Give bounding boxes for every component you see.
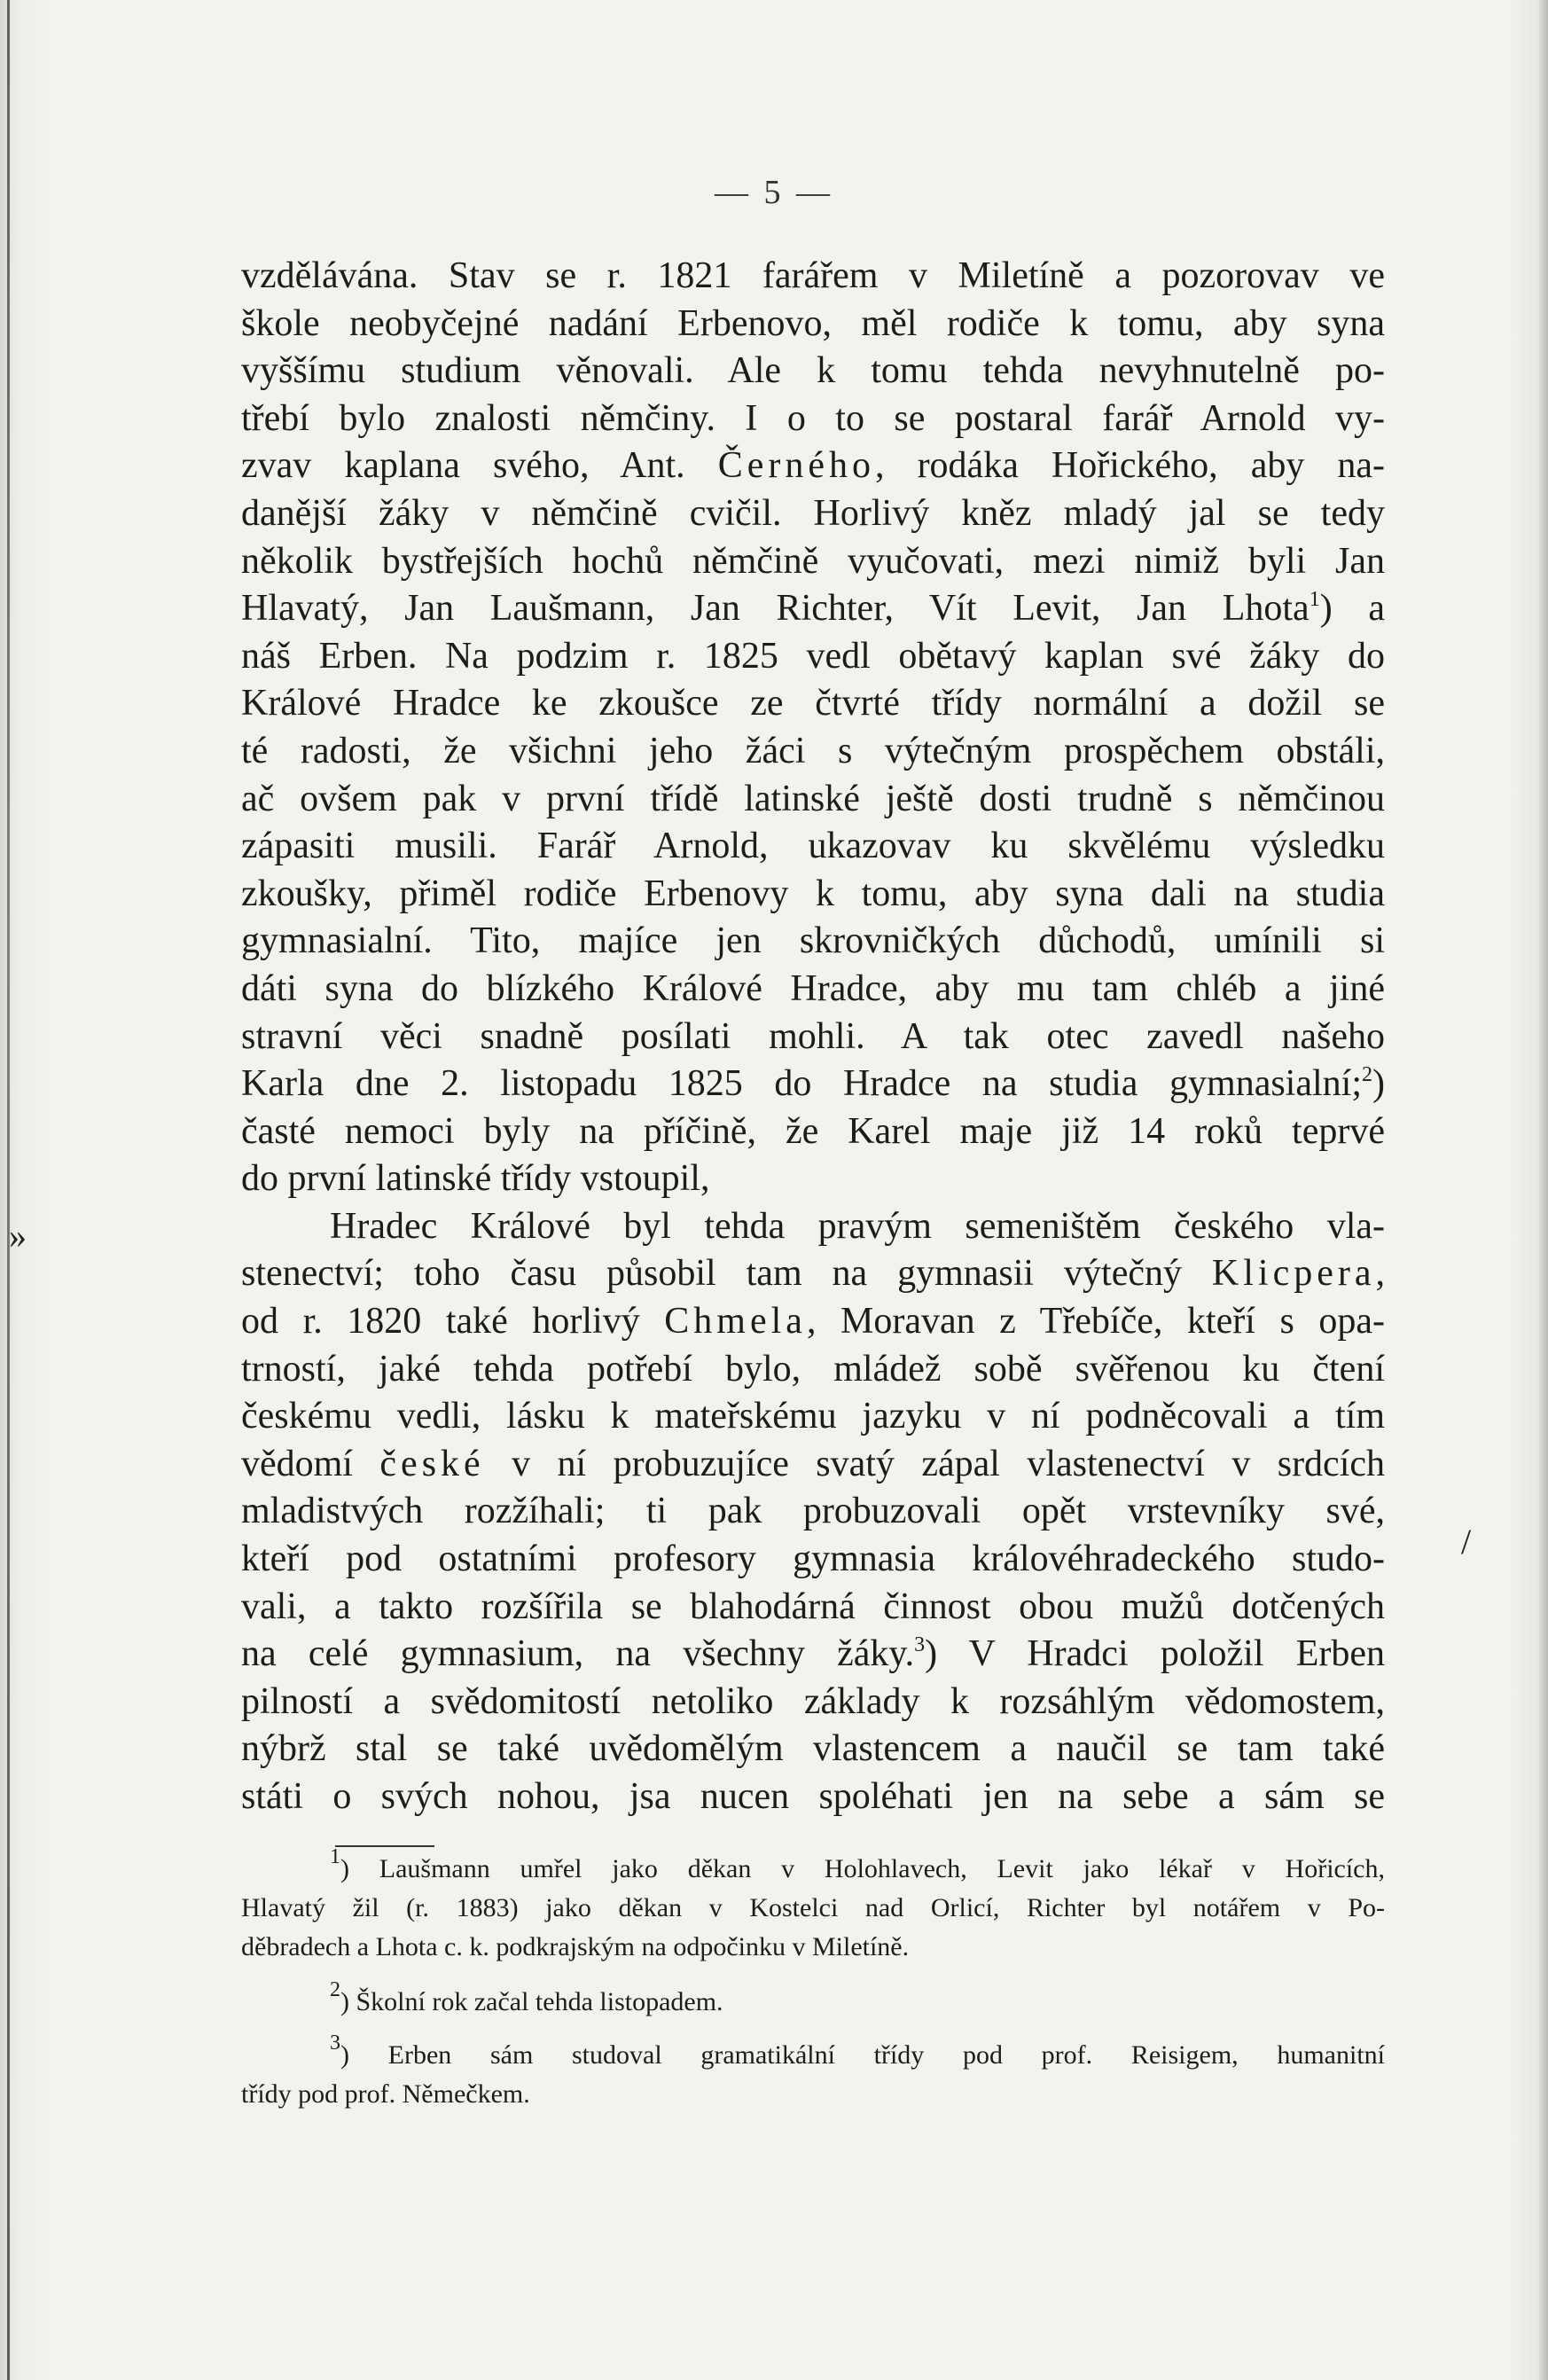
spaced-name: Chmela <box>664 1301 807 1343</box>
text-line: vyššímu studium věnovali. Ale k tomu tehda nevyhnutelně po- <box>241 350 1385 392</box>
text-line: zápasiti musili. Farář Arnold, ukazovav ku skvělému výsledku <box>241 826 1385 867</box>
spaced-word: české <box>379 1443 485 1484</box>
text-span: stenectví; toho času působil tam na gymnasii výtečný <box>241 1253 1182 1295</box>
text-span: zvav kaplana svého, Ant. <box>241 445 685 487</box>
text-line: pilností a svědomitostí netoliko základy k rozsáhlým vědomostem, <box>241 1680 1385 1722</box>
footnote-rule <box>335 1845 434 1847</box>
footnote-ref: 3 <box>914 1633 926 1657</box>
footnote-line <box>241 1845 1385 1889</box>
text-line: ač ovšem pak v první třídě latinské ještě dosti trudně s němčinou <box>241 778 1385 819</box>
text-line: nýbrž stal se také uvědomělým vlastencem a naučil se tam také <box>241 1728 1385 1770</box>
text-line: danější žáky v němčině cvičil. Horlivý kněz mladý jal se tedy <box>241 492 1385 534</box>
text-span: ) Laušmann umřel jako děkan v Holohlavech, Levit jako lékař v Hořicích, <box>340 1854 1385 1883</box>
text-line: zkoušky, přiměl rodiče Erbenovy k tomu, aby syna dali na studia <box>241 873 1385 914</box>
text-line: gymnasialní. Tito, majíce jen skrovničkých důchodů, umínili si <box>241 920 1385 962</box>
text-line: škole neobyčejné nadání Erbenovo, měl rodiče k tomu, aby syna <box>241 302 1385 344</box>
main-text <box>241 253 1385 1821</box>
text-line <box>241 442 1385 490</box>
text-line: té radosti, že všichni jeho žáci s výtečným prospěchem obstáli, <box>241 730 1385 771</box>
footnote-line <box>241 1978 1385 2022</box>
text-line <box>241 1298 1385 1346</box>
text-line <box>241 1441 1385 1489</box>
text-line <box>241 1250 1385 1298</box>
text-line <box>241 585 1385 633</box>
text-line: vzdělávána. Stav se r. 1821 farářem v Miletíně a pozorovav ve <box>241 255 1385 296</box>
footnote-marker: 3 <box>330 2032 340 2055</box>
footnote-line: třídy pod prof. Němečkem. <box>241 2079 530 2109</box>
text-line: stravní věci snadně posílati mohli. A tak otec zavedl našeho <box>241 1015 1385 1057</box>
text-line: Hradec Králové byl tehda pravým semeništěm českého vla- <box>330 1205 1385 1247</box>
footnote-marker: 1 <box>330 1845 340 1868</box>
spaced-name: Klicpera <box>1211 1253 1376 1295</box>
text-line: Králové Hradce ke zkoušce ze čtvrté třídy normální a dožil se <box>241 683 1385 724</box>
text-span: ) Erben sám studoval gramatikální třídy pod prof. Reisigem, humanitní <box>340 2040 1385 2070</box>
spaced-name: Černého <box>717 445 876 487</box>
text-span: ) V Hradci položil Erben <box>925 1633 1385 1675</box>
text-line: třebí bylo znalosti němčiny. I o to se postaral farář Arnold vy- <box>241 397 1385 439</box>
footnotes <box>241 1845 1385 2114</box>
margin-arrow-mark: » <box>9 1216 27 1256</box>
text-span: Hlavatý, Jan Laušmann, Jan Richter, Vít Levit, Jan Lhota <box>241 588 1310 630</box>
text-span: vědomí <box>241 1443 353 1484</box>
text-line: mladistvých rozžíhali; ti pak probuzovali opět vrstevníky své, <box>241 1491 1385 1532</box>
page-left-edge <box>7 0 10 2380</box>
text-span: ) Školní rok začal tehda listopadem. <box>340 1987 723 2016</box>
text-line: několik bystřejších hochů němčině vyučovati, mezi nimiž byli Jan <box>241 540 1385 582</box>
text-line: náš Erben. Na podzim r. 1825 vedl obětavý kaplan své žáky do <box>241 635 1385 677</box>
text-line: státi o svých nohou, jsa nucen spoléhati jen na sebe a sám se <box>241 1776 1385 1817</box>
text-line: dáti syna do blízkého Králové Hradce, aby mu tam chléb a jiné <box>241 967 1385 1009</box>
page-number: — 5 — <box>715 174 833 211</box>
footnote-marker: 2 <box>330 1978 340 2001</box>
text-span: , Moravan z Třebíče, kteří s opa- <box>806 1301 1386 1343</box>
text-span: od r. 1820 také horlivý <box>241 1301 640 1343</box>
text-line <box>241 1631 1385 1679</box>
text-line: časté nemoci byly na příčině, že Karel maje již 14 roků teprvé <box>241 1110 1385 1152</box>
text-span: Karla dne 2. listopadu 1825 do Hradce na studia gymnasialní; <box>241 1063 1362 1105</box>
text-span: , <box>1375 1253 1386 1295</box>
footnote-line: děbradech a Lhota c. k. podkrajským na odpočinku v Miletíně. <box>241 1932 910 1961</box>
text-line: českému vedli, lásku k mateřskému jazyku v ní podněcovali a tím <box>241 1396 1385 1437</box>
text-span: ) <box>1372 1063 1385 1105</box>
text-line <box>241 1061 1385 1108</box>
text-line: do první latinské třídy vstoupil, <box>241 1158 710 1200</box>
footnote-line: Hlavatý žil (r. 1883) jako děkan v Kostelci nad Orlicí, Richter byl notářem v Po- <box>241 1893 1385 1922</box>
text-line: kteří pod ostatními profesory gymnasia královéhradeckého studo- <box>241 1538 1385 1580</box>
text-span: , rodáka Hořického, aby na- <box>875 445 1386 487</box>
text-line: vali, a takto rozšířila se blahodárná činnost obou mužů dotčených <box>241 1585 1385 1627</box>
footnote-ref: 1 <box>1309 588 1320 612</box>
text-span: na celé gymnasium, na všechny žáky. <box>241 1633 915 1675</box>
page-right-edge <box>1539 0 1548 2380</box>
footnote-ref: 2 <box>1362 1063 1372 1087</box>
text-span: v ní probuzujíce svatý zápal vlastenectví v srdcích <box>512 1443 1386 1484</box>
footnote-line <box>241 2032 1385 2075</box>
text-span: ) a <box>1319 588 1385 630</box>
margin-slash-mark: / <box>1461 1522 1472 1562</box>
text-line: trností, jaké tehda potřebí bylo, mládež sobě svěřenou ku čtení <box>241 1348 1385 1390</box>
